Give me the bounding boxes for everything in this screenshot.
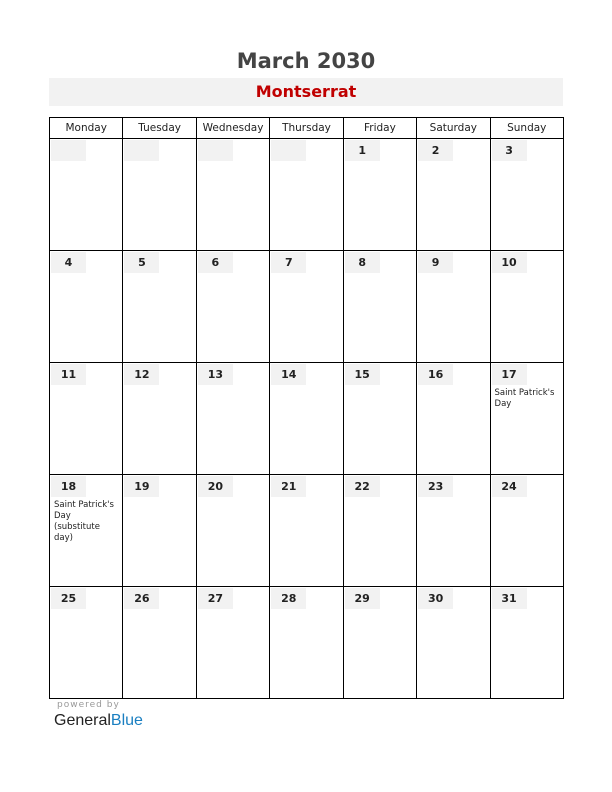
day-number: 31 bbox=[492, 588, 527, 609]
day-cell[interactable] bbox=[196, 139, 269, 251]
day-cell[interactable] bbox=[196, 251, 269, 363]
weekday-header: Saturday bbox=[417, 118, 490, 139]
week-row bbox=[50, 251, 564, 363]
week-row bbox=[50, 587, 564, 699]
calendar-title: March 2030 bbox=[236, 49, 376, 73]
day-cell[interactable] bbox=[270, 587, 343, 699]
day-number: 9 bbox=[418, 252, 453, 273]
day-cell[interactable] bbox=[196, 587, 269, 699]
day-number: 26 bbox=[124, 588, 159, 609]
brand-text-general: General bbox=[54, 712, 111, 729]
day-number: 7 bbox=[271, 252, 306, 273]
day-number: 22 bbox=[345, 476, 380, 497]
day-number bbox=[124, 140, 159, 161]
weekday-header: Monday bbox=[50, 118, 123, 139]
day-number: 21 bbox=[271, 476, 306, 497]
day-number: 8 bbox=[345, 252, 380, 273]
day-number: 16 bbox=[418, 364, 453, 385]
day-number bbox=[271, 140, 306, 161]
day-cell[interactable] bbox=[123, 587, 196, 699]
day-number: 15 bbox=[345, 364, 380, 385]
day-number: 27 bbox=[198, 588, 233, 609]
day-cell[interactable] bbox=[196, 363, 269, 475]
day-cell[interactable] bbox=[50, 251, 123, 363]
day-cell[interactable] bbox=[417, 587, 490, 699]
day-cell[interactable] bbox=[343, 475, 416, 587]
day-cell[interactable] bbox=[270, 139, 343, 251]
weekday-header: Friday bbox=[343, 118, 416, 139]
country-name: Montserrat bbox=[49, 78, 563, 106]
day-number: 24 bbox=[492, 476, 527, 497]
day-cell[interactable] bbox=[490, 139, 563, 251]
brand-text-blue: Blue bbox=[110, 712, 143, 729]
week-row bbox=[50, 363, 564, 475]
weekday-header: Thursday bbox=[270, 118, 343, 139]
week-row bbox=[50, 139, 564, 251]
day-cell[interactable] bbox=[50, 363, 123, 475]
day-number: 10 bbox=[492, 252, 527, 273]
day-number: 17 bbox=[492, 364, 527, 385]
day-cell[interactable] bbox=[196, 475, 269, 587]
day-number: 2 bbox=[418, 140, 453, 161]
day-number bbox=[51, 140, 86, 161]
day-cell[interactable] bbox=[50, 475, 123, 587]
day-number: 23 bbox=[418, 476, 453, 497]
day-cell[interactable] bbox=[490, 587, 563, 699]
week-row bbox=[50, 475, 564, 587]
day-number: 14 bbox=[271, 364, 306, 385]
day-cell[interactable] bbox=[123, 251, 196, 363]
day-number: 25 bbox=[51, 588, 86, 609]
day-cell[interactable] bbox=[417, 363, 490, 475]
day-cell[interactable] bbox=[50, 139, 123, 251]
day-number: 28 bbox=[271, 588, 306, 609]
day-number: 11 bbox=[51, 364, 86, 385]
day-cell[interactable] bbox=[343, 587, 416, 699]
day-cell[interactable] bbox=[417, 475, 490, 587]
day-cell[interactable] bbox=[270, 363, 343, 475]
weekday-header-row bbox=[50, 118, 564, 139]
day-cell[interactable] bbox=[343, 251, 416, 363]
holiday-label: Saint Patrick's Day bbox=[494, 388, 555, 409]
day-number: 1 bbox=[345, 140, 380, 161]
day-number: 18 bbox=[51, 476, 86, 497]
day-number: 3 bbox=[492, 140, 527, 161]
day-number: 12 bbox=[124, 364, 159, 385]
day-cell[interactable] bbox=[343, 139, 416, 251]
day-cell[interactable] bbox=[343, 363, 416, 475]
weekday-header: Wednesday bbox=[196, 118, 269, 139]
calendar-grid bbox=[49, 117, 564, 699]
day-number: 5 bbox=[124, 252, 159, 273]
day-number: 19 bbox=[124, 476, 159, 497]
day-cell[interactable] bbox=[123, 475, 196, 587]
day-number: 30 bbox=[418, 588, 453, 609]
day-cell[interactable] bbox=[490, 251, 563, 363]
day-number bbox=[198, 140, 233, 161]
day-number: 20 bbox=[198, 476, 233, 497]
day-number: 29 bbox=[345, 588, 380, 609]
day-number: 4 bbox=[51, 252, 86, 273]
day-cell[interactable] bbox=[417, 251, 490, 363]
day-number: 13 bbox=[198, 364, 233, 385]
day-cell[interactable] bbox=[270, 251, 343, 363]
day-cell[interactable] bbox=[50, 587, 123, 699]
day-cell[interactable] bbox=[123, 363, 196, 475]
day-cell[interactable] bbox=[270, 475, 343, 587]
weekday-header: Tuesday bbox=[123, 118, 196, 139]
holiday-label: Saint Patrick's Day (substitute day) bbox=[54, 500, 114, 543]
powered-by-label: powered by bbox=[57, 700, 120, 710]
brand-logo[interactable] bbox=[54, 712, 143, 730]
weekday-header: Sunday bbox=[490, 118, 563, 139]
day-cell[interactable] bbox=[417, 139, 490, 251]
day-cell[interactable] bbox=[123, 139, 196, 251]
day-cell[interactable] bbox=[490, 475, 563, 587]
day-number: 6 bbox=[198, 252, 233, 273]
day-cell[interactable] bbox=[490, 363, 563, 475]
